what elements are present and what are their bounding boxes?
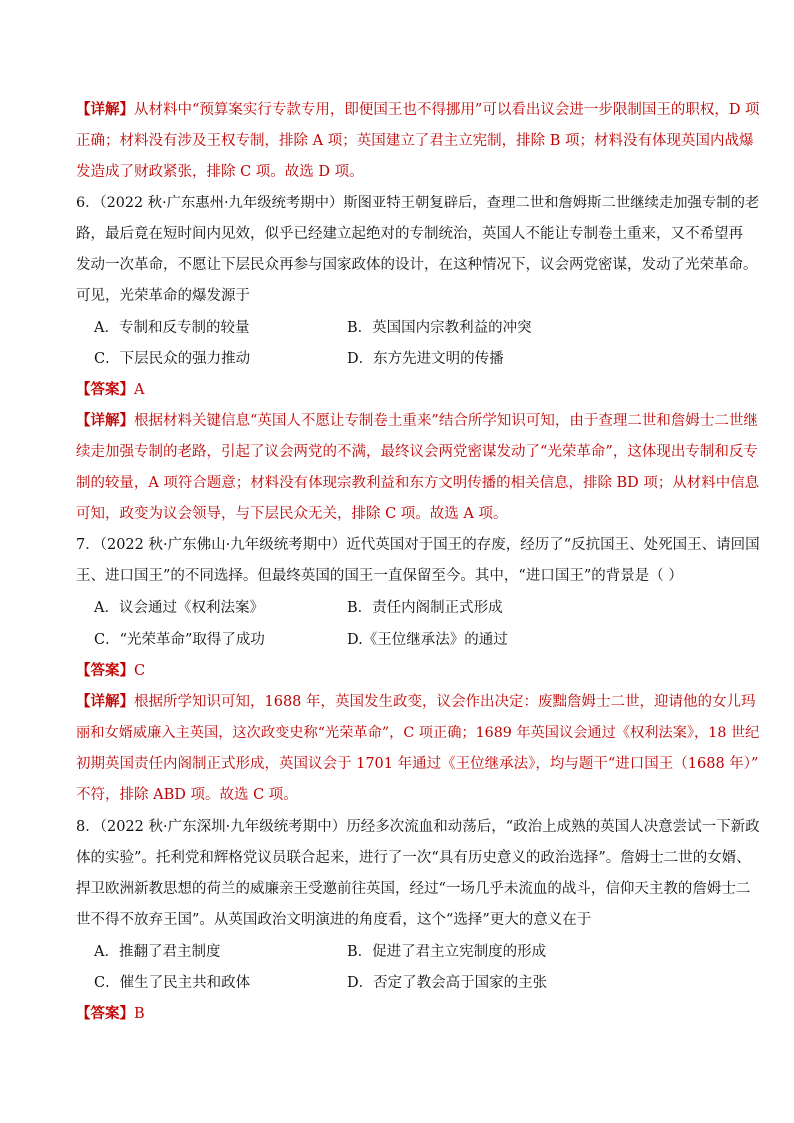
q6-detail-line-4: 可知，政变为议会领导，与下层民众无关，排除 C 项。故选 A 项。 xyxy=(76,506,508,522)
q6-stem-line-4: 可见，光荣革命的爆发源于 xyxy=(76,288,250,304)
q7-detail-line-4: 不符，排除 ABD 项。故选 C 项。 xyxy=(76,787,298,803)
q6-detail-line-3: 制的较量，A 项符合题意；材料没有体现宗教利益和东方文明传播的相关信息，排除 BD 项；从材料中信息 xyxy=(76,475,760,491)
q7-stem-line-1: 7．（2022 秋·广东佛山·九年级统考期中）近代英国对于国王的存废，经历了“反抗国王、处死国王、请回国 xyxy=(76,537,760,553)
q6-detail-line-2: 续走加强专制的老路，引起了议会两党的不满，最终议会两党密谋发动了“光荣革命”，这体现出专制和反专 xyxy=(76,444,758,460)
q5-detail-line-3: 发造成了财政紧张，排除 C 项。故选 D 项。 xyxy=(76,164,364,180)
q7-detail-line-1 xyxy=(76,692,756,712)
q8-option-b: B．促进了君主立宪制度的形成 xyxy=(347,944,547,960)
q7-option-d: D.《王位继承法》的通过 xyxy=(347,632,508,648)
q7-option-b: B．责任内阁制正式形成 xyxy=(347,600,503,616)
q8-option-d: D．否定了教会高于国家的主张 xyxy=(347,975,548,991)
q8-option-a: A．推翻了君主制度 xyxy=(94,944,221,960)
q6-stem-line-3: 发动一次革命，不愿让下层民众再参与国家政体的设计，在这种情况下，议会两党密谋，发动了光荣革命。 xyxy=(76,257,758,273)
q6-option-b: B．英国国内宗教利益的冲突 xyxy=(347,320,532,336)
q7-answer-value: C xyxy=(134,663,146,679)
q7-detail-text: 根据所学知识可知，1688 年，英国发生政变，议会作出决定：废黜詹姆士二世，迎请他的女儿玛 xyxy=(134,694,756,710)
q6-option-a: A．专制和反专制的较量 xyxy=(94,320,250,336)
q6-answer-value: A xyxy=(134,382,145,398)
q8-stem-line-1: 8．（2022 秋·广东深圳·九年级统考期中）历经多次流血和动荡后，“政治上成熟的英国人决意尝试一下新政 xyxy=(76,819,760,835)
q7-stem-line-2: 王、进口国王”的不同选择。但最终英国的国王一直保留至今。其中，“进口国王”的背景是（ ） xyxy=(76,568,683,584)
q5-detail-tag: 【详解】 xyxy=(76,102,134,118)
q7-answer-tag: 【答案】 xyxy=(76,663,134,679)
q6-option-c: C．下层民众的强力推动 xyxy=(94,351,251,367)
q6-option-d: D．东方先进文明的传播 xyxy=(347,351,504,367)
q5-detail-text: 从材料中“预算案实行专款专用，即便国王也不得挪用”可以看出议会进一步限制国王的职权，D 项 xyxy=(134,102,760,118)
q7-detail-tag: 【详解】 xyxy=(76,694,134,710)
q5-detail-line-2: 正确；材料没有涉及王权专制，排除 A 项；英国建立了君主立宪制，排除 B 项；材料没有体现英国内战爆 xyxy=(76,133,754,149)
q5-detail-line-1 xyxy=(76,100,760,120)
q7-answer xyxy=(76,661,145,681)
q6-answer-tag: 【答案】 xyxy=(76,382,134,398)
q6-detail-text: 根据材料关键信息“英国人不愿让专制卷土重来”结合所学知识可知，由于查理二世和詹姆士二世继 xyxy=(134,413,758,429)
q8-answer xyxy=(76,1004,145,1024)
q8-answer-tag: 【答案】 xyxy=(76,1006,134,1022)
q7-option-c: C．“光荣革命”取得了成功 xyxy=(94,632,265,648)
q8-answer-value: B xyxy=(134,1006,145,1022)
q8-stem-line-3: 捍卫欧洲新教思想的荷兰的威廉亲王受邀前往英国，经过“一场几乎未流血的战斗，信仰天主教的詹姆士二 xyxy=(76,881,751,897)
q7-detail-line-2: 丽和女婿威廉入主英国，这次政变史称“光荣革命”，C 项正确；1689 年英国议会通过《权利法案》，18 世纪 xyxy=(76,725,760,741)
q6-stem-line-2: 路，最后竟在短时间内见效，似乎已经建立起绝对的专制统治，英国人不能让专制卷土重来，又不希望再 xyxy=(76,226,743,242)
q6-detail-line-1 xyxy=(76,411,758,431)
q8-stem-line-2: 体的实验”。托利党和辉格党议员联合起来，进行了一次“具有历史意义的政治选择”。詹姆士二世的女婿、 xyxy=(76,850,751,866)
q7-detail-line-3: 初期英国责任内阁制正式形成，英国议会于 1701 年通过《王位继承法》，均与题干“进口国王（1688 年）” xyxy=(76,756,759,772)
q7-option-a: A．议会通过《权利法案》 xyxy=(94,600,264,616)
q6-answer xyxy=(76,380,144,400)
q6-detail-tag: 【详解】 xyxy=(76,413,134,429)
q8-stem-line-4: 世不得不放弃王国”。从英国政治文明演进的角度看，这个“选择”更大的意义在于 xyxy=(76,912,592,928)
q8-option-c: C．催生了民主共和政体 xyxy=(94,975,251,991)
q6-stem-line-1: 6．（2022 秋·广东惠州·九年级统考期中）斯图亚特王朝复辟后，查理二世和詹姆斯二世继续走加强专制的老 xyxy=(76,195,760,211)
